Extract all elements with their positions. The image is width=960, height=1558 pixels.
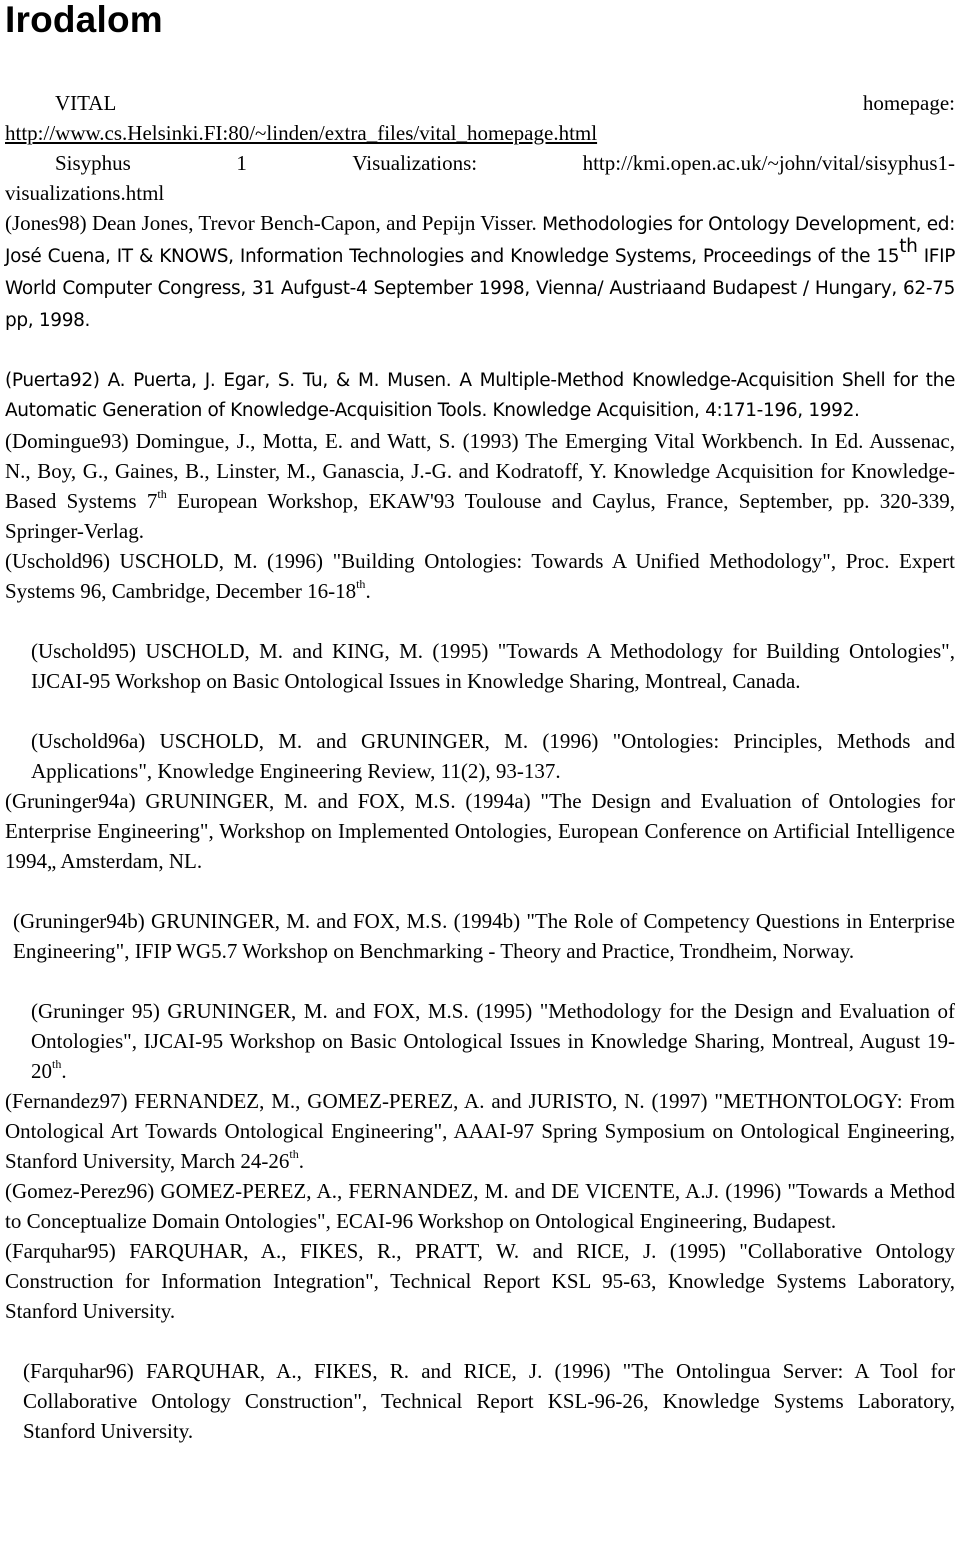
ref-gruninger95-tail: . (61, 1059, 67, 1083)
ref-fernandez97-body: (Fernandez97) FERNANDEZ, M., GOMEZ-PEREZ, A. and JURISTO, N. (1997) "METHONTOLOGY: From Ontological Art Towards Ontological Engineering", AAAI-97 Spring Symposium on Ontological Engineering, Stanford University, March 24-26 (5, 1089, 955, 1173)
ref-uschold96 (5, 546, 955, 606)
ref-uschold96a: (Uschold96a) USCHOLD, M. and GRUNINGER, M. (1996) "Ontologies: Principles, Methods and Applications", Knowledge Engineering Review, 11(2), 93-137. (31, 729, 955, 783)
spacer (5, 606, 955, 636)
ref-jones98 (5, 208, 955, 336)
spacer (5, 1326, 955, 1356)
vital-homepage-label: homepage: (862, 91, 955, 115)
ref-fernandez97-sup: th (289, 1147, 299, 1161)
ref-jones98-body: Methodologies for Ontology Development, ed: José Cuena, IT & KNOWS, Information Technologies and Knowledge Systems, Proceedings of the 15 (5, 214, 955, 267)
ref-farquhar96: (Farquhar96) FARQUHAR, A., FIKES, R. and RICE, J. (1996) "The Ontolingua Server: A Tool for Collaborative Ontology Construction", Technical Report KSL-96-26, Knowledge Systems Laboratory, Stanford University. (23, 1359, 955, 1443)
document-page (5, 0, 955, 1446)
ref-uschold95: (Uschold95) USCHOLD, M. and KING, M. (1995) "Towards A Methodology for Building Ontologies", IJCAI-95 Workshop on Basic Ontological Issues in Knowledge Sharing, Montreal, Canada. (31, 639, 955, 693)
ref-puerta92: (Puerta92) A. Puerta, J. Egar, S. Tu, & M. Musen. A Multiple-Method Knowledge-Acquisition Shell for the Automatic Generation of Knowledge-Acquisition Tools. Knowledge Acquisition, 4:171-196, 1992. (5, 370, 955, 421)
sisyphus-url-start: http://kmi.open.ac.uk/~john/vital/sisyphus1- (582, 151, 955, 175)
ref-gruninger95-sup: th (52, 1057, 62, 1071)
ref-jones98-sup: th (899, 236, 918, 257)
vital-line (5, 88, 955, 118)
spacer (5, 876, 955, 906)
ref-gomez-perez96: (Gomez-Perez96) GOMEZ-PEREZ, A., FERNANDEZ, M. and DE VICENTE, A.J. (1996) "Towards a Method to Conceptualize Domain Ontologies", ECAI-96 Workshop on Ontological Engineering, Budapest. (5, 1179, 955, 1233)
ref-domingue93-tail: European Workshop, EKAW'93 Toulouse and Caylus, France, September, pp. 320-339, Springer-Verlag. (5, 489, 955, 543)
vital-label: VITAL (55, 91, 117, 115)
ref-gruninger94b: (Gruninger94b) GRUNINGER, M. and FOX, M.S. (1994b) "The Role of Competency Questions in Enterprise Engineering", IFIP WG5.7 Workshop on Benchmarking - Theory and Practice, Trondheim, Norway. (13, 909, 955, 963)
ref-gruninger94a: (Gruninger94a) GRUNINGER, M. and FOX, M.S. (1994a) "The Design and Evaluation of Ontologies for Enterprise Engineering", Workshop on Implemented Ontologies, European Conference on Artificial Intelligence 1994„ Amsterdam, NL. (5, 789, 955, 873)
sisyphus-url-cont: visualizations.html (5, 181, 165, 205)
ref-farquhar95: (Farquhar95) FARQUHAR, A., FIKES, R., PRATT, W. and RICE, J. (1995) "Collaborative Ontology Construction for Information Integration", Technical Report KSL 95-63, Knowledge Systems Laboratory, Stanford University. (5, 1239, 955, 1323)
sisyphus-word: Sisyphus (55, 151, 131, 175)
ref-jones98-authors: (Jones98) Dean Jones, Trevor Bench-Capon, and Pepijn Visser. (5, 211, 543, 235)
vital-url-link[interactable]: http://www.cs.Helsinki.FI:80/~linden/extra_files/vital_homepage.html (5, 121, 598, 145)
ref-domingue93 (5, 426, 955, 546)
sisyphus-line (5, 148, 955, 178)
ref-uschold96-sup: th (356, 577, 366, 591)
spacer (5, 966, 955, 996)
ref-fernandez97-tail: . (298, 1149, 305, 1173)
ref-gruninger95 (5, 996, 955, 1086)
page-title: Irodalom (5, 0, 163, 40)
spacer (5, 696, 955, 726)
ref-uschold96-body: (Uschold96) USCHOLD, M. (1996) "Building Ontologies: Towards A Unified Methodology", Proc. Expert Systems 96, Cambridge, December 16-18 (5, 549, 955, 603)
sisyphus-visualizations: Visualizations: (352, 151, 478, 175)
ref-gruninger95-body: (Gruninger 95) GRUNINGER, M. and FOX, M.S. (1995) "Methodology for the Design and Evaluation of Ontologies", IJCAI-95 Workshop on Basic Ontological Issues in Knowledge Sharing, Montreal, August 19-20 (31, 999, 955, 1083)
ref-uschold96-tail: . (365, 579, 371, 603)
ref-fernandez97 (5, 1086, 955, 1176)
ref-jones98-tail: IFIP World Computer Congress, 31 Aufgust-4 September 1998, Vienna/ Austriaand Budapest / Hungary, 62-75 pp, 1998. (5, 246, 955, 331)
sisyphus-number: 1 (236, 151, 247, 175)
ref-domingue93-body: (Domingue93) Domingue, J., Motta, E. and Watt, S. (1993) The Emerging Vital Workbench. In Ed. Aussenac, N., Boy, G., Gaines, B., Linster, M., Ganascia, J.-G. and Kodratoff, Y. Knowledge Acquisition for Knowledge-Based Systems 7 (5, 429, 955, 513)
ref-domingue93-sup: th (157, 487, 167, 501)
spacer (5, 336, 955, 366)
